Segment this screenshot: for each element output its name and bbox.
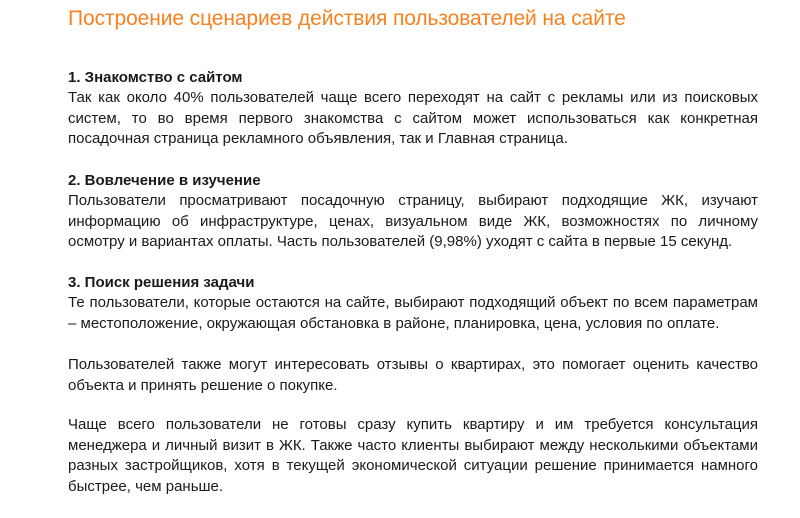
text-line: Те пользователи, которые остаются на сайте, выбирают подходящий объект по всем параметрам: [68, 294, 758, 311]
page-title: Построение сценариев действия пользователей на сайте: [68, 7, 626, 30]
text-line: посадочная страница рекламного объявления, так и Главная страница.: [68, 130, 568, 147]
text-line: Пользователей также могут интересовать отзывы о квартирах, это помогает оценить качество: [68, 356, 758, 373]
text-line: – местоположение, окружающая обстановка в районе, планировка, цена, условия по оплате.: [68, 314, 720, 332]
section-heading-engagement: 2. Вовлечение в изучение: [68, 172, 261, 189]
section-heading-acquaintance: 1. Знакомство с сайтом: [68, 69, 243, 86]
text-line: информацию об инфраструктуре, ценах, визуальном виде ЖК, возможностях по личному: [68, 212, 758, 230]
text-line: менеджера и личный визит в ЖК. Также часто клиенты выбирают между несколькими объектами: [68, 436, 758, 454]
paragraph-consultation: [68, 415, 758, 497]
section-body-acquaintance: [68, 88, 758, 150]
section-heading-solution-search: 3. Поиск решения задачи: [68, 274, 255, 291]
text-line: быстрее, чем раньше.: [68, 477, 224, 495]
text-line: Так как около 40% пользователей чаще всего переходят на сайт с рекламы или из поисковых: [68, 89, 758, 106]
text-line: систем, то во время первого знакомства с сайтом может использоваться как конкретная: [68, 109, 758, 127]
text-line: осмотру и вариантах оплаты. Часть пользователей (9,98%) уходят с сайта в первые 15 секунд.: [68, 233, 733, 250]
text-line: Чаще всего пользователи не готовы сразу купить квартиру и им требуется консультация: [68, 416, 758, 433]
paragraph-reviews: [68, 355, 758, 396]
text-line: Пользователи просматривают посадочную страницу, выбирают подходящие ЖК, изучают: [68, 192, 758, 209]
section-body-engagement: [68, 191, 758, 253]
section-body-solution-search: [68, 293, 758, 334]
text-line: разных застройщиков, хотя в текущей экономической ситуации решение принимается намного: [68, 457, 758, 474]
text-line: объекта и принять решение о покупке.: [68, 376, 338, 394]
